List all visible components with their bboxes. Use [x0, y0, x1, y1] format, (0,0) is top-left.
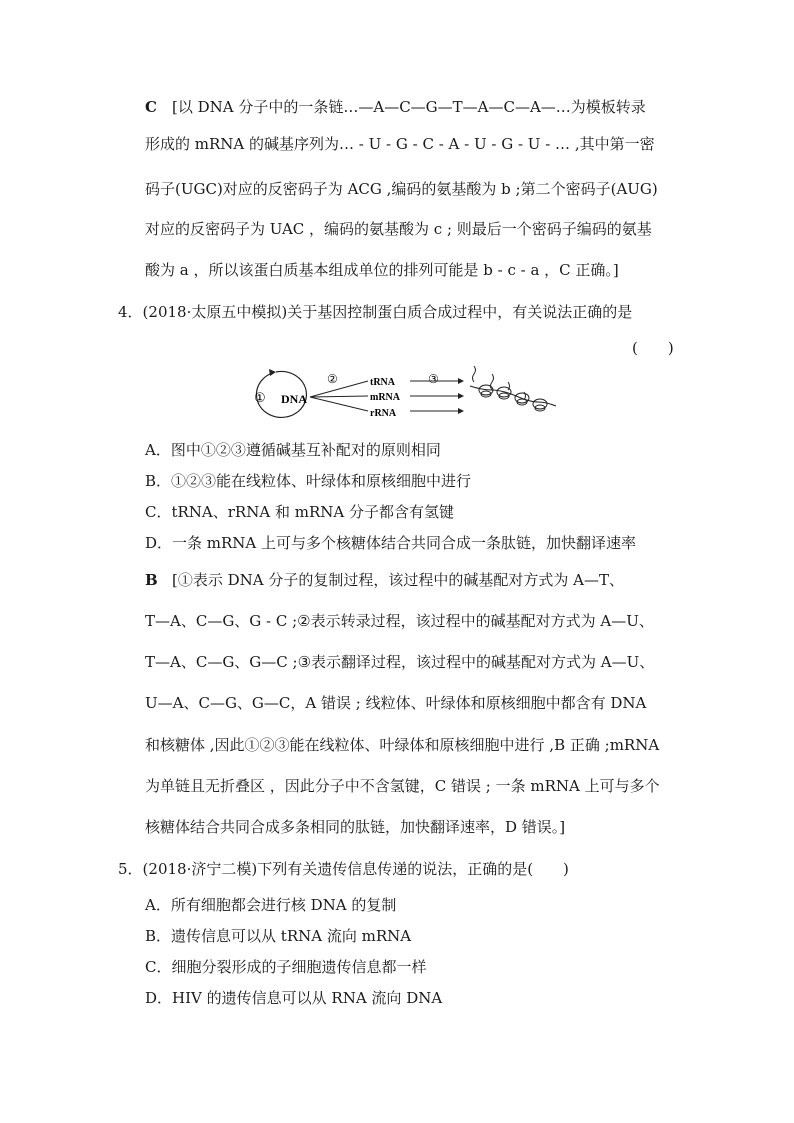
q5-stem: 5．(2018·济宁二模)下列有关遗传信息传递的说法，正确的是( ) — [118, 860, 569, 878]
arrow-to-mrna — [310, 396, 368, 397]
q4-answer-line-5: 和核糖体 ,因此①②③能在线粒体、叶绿体和原核细胞中进行 ,B 正确 ;mRNA — [145, 736, 660, 754]
q3-answer-line-1: [以 DNA 分子中的一条链…—A—C—G—T—A—C—A—…为模板转录 — [172, 98, 646, 116]
q3-answer-line-4: 对应的反密码子为 UAC ，编码的氨基酸为 c ; 则最后一个密码子编码的氨基 — [145, 220, 652, 238]
arrow-to-rrna — [310, 397, 368, 411]
q3-answer-line-2: 形成的 mRNA 的碱基序列为… - U - G - C - A - U - G - U - … ,其中第一密 — [145, 135, 655, 153]
q4-option-d: D．一条 mRNA 上可与多个核糖体结合共同合成一条肽链，加快翻译速率 — [145, 534, 637, 552]
q4-option-a: A．图中①②③遵循碱基互补配对的原则相同 — [145, 441, 441, 459]
q4-answer-letter: B — [145, 571, 158, 589]
q4-answer-line-2: T—A、C—G、G - C ;②表示转录过程，该过程中的碱基配对方式为 A—U、 — [145, 612, 654, 630]
arrowhead-icon — [458, 408, 464, 414]
q4-answer-line-6: 为单链且无折叠区 ，因此分子中不含氢键，C 错误 ; 一条 mRNA 上可与多个 — [145, 777, 660, 795]
q4-stem: 4．(2018·太原五中模拟)关于基因控制蛋白质合成过程中，有关说法正确的是 — [118, 303, 633, 321]
q4-answer-line-7: 核糖体结合共同合成多条相同的肽链，加快翻译速率，D 错误。] — [145, 818, 566, 836]
trna-label: tRNA — [370, 377, 395, 388]
q3-answer-letter: C — [145, 98, 157, 116]
rrna-label: rRNA — [370, 408, 397, 419]
q4-option-b: B．①②③能在线粒体、叶绿体和原核细胞中进行 — [145, 472, 472, 490]
step2-label: ② — [327, 372, 338, 386]
q4-answer-bracket: ( ) — [632, 339, 674, 357]
circle-arrowhead-icon — [269, 369, 276, 376]
arrow-to-trna — [310, 381, 368, 397]
q5-option-d: D．HIV 的遗传信息可以从 RNA 流向 DNA — [145, 989, 443, 1007]
q3-answer-line-5: 酸为 a ，所以该蛋白质基本组成单位的排列可能是 b - c - a ，C 正确。] — [145, 261, 619, 279]
q4-answer-line-1: [①表示 DNA 分子的复制过程，该过程中的碱基配对方式为 A—T、 — [172, 571, 624, 589]
q4-answer-line-4: U—A、C—G、G—C，A 错误 ; 线粒体、叶绿体和原核细胞中都含有 DNA — [145, 694, 647, 712]
dna-label: DNA — [281, 392, 307, 406]
step3-label: ③ — [428, 372, 439, 386]
arrowhead-icon — [458, 378, 464, 384]
q5-option-b: B．遗传信息可以从 tRNA 流向 mRNA — [145, 927, 412, 945]
q5-option-a: A．所有细胞都会进行核 DNA 的复制 — [145, 896, 397, 914]
q4-answer-line-3: T—A、C—G、G—C ;③表示翻译过程，该过程中的碱基配对方式为 A—U、 — [145, 653, 655, 671]
q4-option-c: C．tRNA、rRNA 和 mRNA 分子都含有氢键 — [145, 503, 454, 521]
mrna-label: mRNA — [370, 392, 400, 403]
q5-option-c: C．细胞分裂形成的子细胞遗传信息都一样 — [145, 958, 427, 976]
step1-label: ① — [254, 390, 266, 405]
arrowhead-icon — [458, 393, 464, 399]
q3-answer-line-3: 码子(UGC)对应的反密码子为 ACG ,编码的氨基酸为 b ;第二个密码子(AUG) — [145, 180, 658, 198]
gene-expression-diagram — [242, 356, 562, 436]
polysome-illustration — [470, 366, 556, 411]
